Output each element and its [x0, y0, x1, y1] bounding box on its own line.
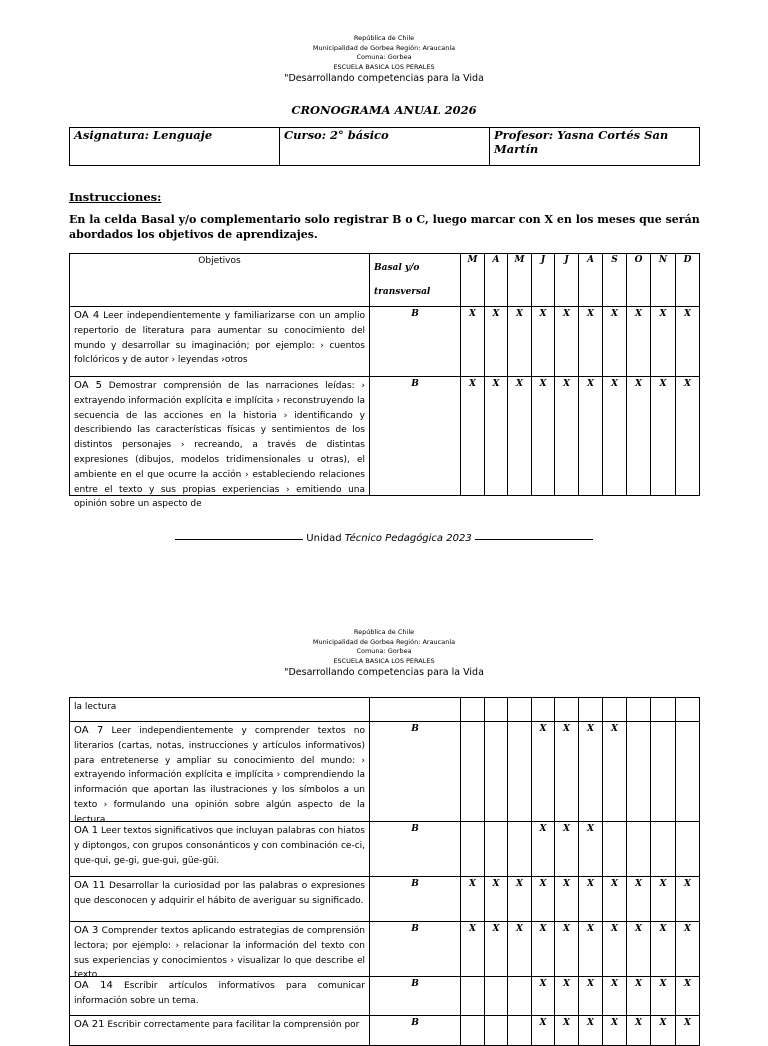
- commune-line: Comuna: Gorbea: [356, 53, 412, 61]
- motto-line: "Desarrollando competencias para la Vida: [284, 73, 484, 84]
- motto-line: "Desarrollando competencias para la Vida: [284, 667, 484, 678]
- month-mark-cell: [651, 822, 676, 877]
- month-mark-cell: X: [627, 877, 651, 922]
- subject-cell: Asignatura: Lenguaje: [70, 128, 280, 166]
- month-mark-cell: X: [508, 922, 532, 977]
- page-footer: [0, 533, 768, 544]
- month-mark-cell: X: [555, 307, 579, 377]
- objective-row: [70, 377, 700, 496]
- objective-text: Desarrollar la curiosidad por las palabras o expresiones que desconocen y adquirir el hábito de averiguar su significado.: [74, 881, 365, 906]
- basal-cell: B: [370, 307, 461, 377]
- objective-text: Demostrar comprensión de las narraciones leídas: › extrayendo información explícita e implícita › reconstruyendo la secuencia de las acciones en la historia › identificando y describiendo las características físicas y sentimientos de los distintos personajes › recreando, a través de distintas expresiones (dibujos, modelos tridimensionales u otras), el ambiente en el que ocurre la acción › estableciendo relaciones entre el texto y sus propias experiencias › emitiendo una opinión sobre un aspecto de: [74, 381, 366, 510]
- month-mark-cell: X: [485, 377, 508, 496]
- month-mark-cell: X: [603, 377, 627, 496]
- objective-cell: [70, 922, 370, 981]
- commune-line: Comuna: Gorbea: [356, 647, 412, 655]
- month-mark-cell: X: [555, 922, 579, 977]
- objective-cell: [70, 977, 370, 1016]
- month-mark-cell: X: [603, 922, 627, 977]
- month-mark-cell: [603, 698, 627, 722]
- month-mark-cell: X: [532, 877, 555, 922]
- month-mark-cell: [508, 977, 532, 1016]
- objective-cell: [70, 307, 370, 377]
- document-title: CRONOGRAMA ANUAL 2026: [291, 103, 477, 117]
- basal-cell: B: [370, 922, 461, 977]
- objective-row: [70, 722, 700, 822]
- month-mark-cell: X: [579, 307, 603, 377]
- month-mark-cell: X: [651, 977, 676, 1016]
- country-line: República de Chile: [353, 628, 415, 636]
- month-mark-cell: X: [532, 377, 555, 496]
- month-mark-cell: [461, 1016, 485, 1046]
- objective-row: [70, 1016, 700, 1046]
- month-mark-cell: X: [651, 877, 676, 922]
- objective-code: OA 7: [74, 725, 104, 736]
- month-mark-cell: X: [485, 307, 508, 377]
- objective-cell: [70, 1016, 370, 1046]
- month-header: M: [508, 254, 532, 307]
- month-mark-cell: X: [555, 377, 579, 496]
- month-mark-cell: X: [603, 722, 627, 822]
- objective-code: OA 3: [74, 925, 99, 936]
- month-mark-cell: X: [676, 977, 700, 1016]
- month-header: D: [676, 254, 700, 307]
- basal-cell: B: [370, 1016, 461, 1046]
- letterhead: [0, 34, 768, 85]
- objective-text: Leer textos significativos que incluyan palabras con hiatos y diptongos, con grupos consonánticos y con combinación ce-ci, que-qui, ge-gi, gue-gui, güe-güi.: [74, 826, 365, 866]
- month-mark-cell: X: [532, 922, 555, 977]
- month-mark-cell: X: [627, 977, 651, 1016]
- objectives-header: Objetivos: [70, 254, 370, 307]
- month-mark-cell: [508, 822, 532, 877]
- month-mark-cell: X: [508, 877, 532, 922]
- schedule-table-page1: [69, 253, 700, 510]
- month-mark-cell: X: [676, 877, 700, 922]
- month-header: J: [555, 254, 579, 307]
- month-header: A: [579, 254, 603, 307]
- month-mark-cell: [627, 698, 651, 722]
- month-mark-cell: X: [651, 377, 676, 496]
- month-mark-cell: X: [461, 377, 485, 496]
- month-mark-cell: X: [651, 922, 676, 977]
- month-mark-cell: X: [579, 377, 603, 496]
- objective-cell: [70, 722, 370, 825]
- month-mark-cell: X: [532, 977, 555, 1016]
- month-mark-cell: X: [603, 1016, 627, 1046]
- basal-cell: B: [370, 877, 461, 922]
- month-mark-cell: X: [555, 1016, 579, 1046]
- table-header-row: [70, 254, 700, 307]
- objective-text: Comprender textos aplicando estrategias de comprensión lectora; por ejemplo: › relacionar la información del texto con sus experiencias y conocimientos › visualizar lo que describe el texto: [74, 926, 366, 981]
- objective-code: OA 14: [74, 980, 113, 991]
- basal-cell: B: [370, 377, 461, 496]
- objective-text: la lectura: [74, 702, 117, 712]
- month-header: S: [603, 254, 627, 307]
- month-mark-cell: [555, 698, 579, 722]
- objective-row: [70, 698, 700, 722]
- course-cell: Curso: 2° básico: [280, 128, 490, 166]
- month-mark-cell: [461, 722, 485, 822]
- objective-text: Leer independientemente y comprender textos no literarios (cartas, notas, instrucciones y artículos informativos) para entretenerse y ampliar su conocimiento del mundo: › extrayendo información explícita e implícita › comprendiendo la información que aportan las ilustraciones y los símbolos a un texto › formulando una opinión sobre algún aspecto de la lectura: [74, 726, 366, 825]
- month-header: N: [651, 254, 676, 307]
- month-mark-cell: [485, 977, 508, 1016]
- month-mark-cell: X: [532, 1016, 555, 1046]
- month-mark-cell: X: [532, 307, 555, 377]
- month-header: O: [627, 254, 651, 307]
- month-mark-cell: X: [579, 922, 603, 977]
- objective-text: Escribir correctamente para facilitar la comprensión por: [107, 1020, 360, 1030]
- objective-row: [70, 877, 700, 922]
- month-mark-cell: X: [508, 307, 532, 377]
- objective-text: Escribir artículos informativos para comunicar información sobre un tema.: [74, 981, 365, 1006]
- month-mark-cell: [676, 722, 700, 822]
- month-header: M: [461, 254, 485, 307]
- month-mark-cell: X: [579, 877, 603, 922]
- objective-cell: [70, 377, 370, 510]
- month-mark-cell: [603, 822, 627, 877]
- teacher-cell: Profesor: Yasna Cortés San Martín: [490, 128, 700, 166]
- country-line: República de Chile: [353, 34, 415, 42]
- school-line: ESCUELA BASICA LOS PERALES: [333, 656, 435, 665]
- municipality-line: Municipalidad de Gorbea Región: Araucanía: [312, 43, 456, 52]
- month-mark-cell: X: [627, 307, 651, 377]
- month-mark-cell: [508, 722, 532, 822]
- month-mark-cell: X: [627, 1016, 651, 1046]
- month-mark-cell: X: [555, 722, 579, 822]
- month-mark-cell: X: [627, 922, 651, 977]
- basal-cell: [370, 698, 461, 722]
- month-mark-cell: X: [603, 977, 627, 1016]
- footer-unit: Unidad: [306, 533, 342, 544]
- school-line: ESCUELA BASICA LOS PERALES: [333, 62, 435, 71]
- footer-department: Técnico Pedagógica 2023: [344, 533, 472, 544]
- objective-cell: [70, 877, 370, 922]
- month-mark-cell: X: [532, 722, 555, 822]
- month-mark-cell: X: [508, 377, 532, 496]
- month-mark-cell: X: [603, 307, 627, 377]
- month-mark-cell: [485, 1016, 508, 1046]
- objective-row: [70, 307, 700, 377]
- month-mark-cell: X: [555, 877, 579, 922]
- objective-code: OA 21: [74, 1019, 105, 1030]
- basal-cell: B: [370, 722, 461, 822]
- objective-code: OA 11: [74, 880, 106, 891]
- month-mark-cell: X: [532, 822, 555, 877]
- month-mark-cell: [651, 698, 676, 722]
- month-mark-cell: X: [651, 1016, 676, 1046]
- month-mark-cell: [532, 698, 555, 722]
- letterhead-page2: [0, 628, 768, 679]
- objective-code: OA 5: [74, 380, 102, 391]
- month-mark-cell: [461, 822, 485, 877]
- objective-code: OA 1: [74, 825, 99, 836]
- month-mark-cell: [485, 722, 508, 822]
- month-mark-cell: [627, 722, 651, 822]
- month-mark-cell: X: [579, 1016, 603, 1046]
- month-mark-cell: X: [461, 307, 485, 377]
- month-mark-cell: [651, 722, 676, 822]
- instructions-heading: Instrucciones:: [69, 190, 162, 204]
- month-mark-cell: X: [555, 822, 579, 877]
- month-header: A: [485, 254, 508, 307]
- signature-line-right: [475, 539, 593, 540]
- basal-cell: B: [370, 822, 461, 877]
- month-mark-cell: X: [579, 822, 603, 877]
- municipality-line: Municipalidad de Gorbea Región: Araucanía: [312, 637, 456, 646]
- month-mark-cell: X: [676, 922, 700, 977]
- schedule-table-page2: [69, 697, 700, 1046]
- month-mark-cell: [676, 822, 700, 877]
- objective-row: [70, 977, 700, 1016]
- objective-row: [70, 822, 700, 877]
- objective-row: [70, 922, 700, 977]
- month-mark-cell: [485, 698, 508, 722]
- month-mark-cell: X: [676, 377, 700, 496]
- month-mark-cell: [485, 822, 508, 877]
- info-table: [69, 127, 700, 166]
- month-mark-cell: X: [651, 307, 676, 377]
- month-mark-cell: X: [485, 877, 508, 922]
- month-mark-cell: X: [461, 922, 485, 977]
- month-mark-cell: X: [627, 377, 651, 496]
- month-mark-cell: [461, 698, 485, 722]
- month-mark-cell: [508, 1016, 532, 1046]
- month-mark-cell: [508, 698, 532, 722]
- month-mark-cell: X: [676, 1016, 700, 1046]
- objective-cell: [70, 822, 370, 877]
- month-mark-cell: [627, 822, 651, 877]
- basal-cell: B: [370, 977, 461, 1016]
- objective-cell: [70, 698, 370, 722]
- basal-header: Basal y/o transversal: [370, 254, 461, 307]
- month-header: J: [532, 254, 555, 307]
- month-mark-cell: X: [579, 722, 603, 822]
- objective-code: OA 4: [74, 310, 100, 321]
- month-mark-cell: [461, 977, 485, 1016]
- month-mark-cell: [676, 698, 700, 722]
- signature-line-left: [175, 539, 303, 540]
- month-mark-cell: X: [676, 307, 700, 377]
- month-mark-cell: X: [485, 922, 508, 977]
- month-mark-cell: X: [579, 977, 603, 1016]
- objective-text: Leer independientemente y familiarizarse con un amplio repertorio de literatura para aumentar su conocimiento del mundo y desarrollar su imaginación; por ejemplo: › cuentos folclóricos y de autor › leyendas ›otros: [74, 311, 366, 366]
- month-mark-cell: [579, 698, 603, 722]
- month-mark-cell: X: [461, 877, 485, 922]
- month-mark-cell: X: [555, 977, 579, 1016]
- instructions-text: En la celda Basal y/o complementario solo registrar B o C, luego marcar con X en los meses que serán abordados los objetivos de aprendizajes.: [69, 213, 700, 241]
- month-mark-cell: X: [603, 877, 627, 922]
